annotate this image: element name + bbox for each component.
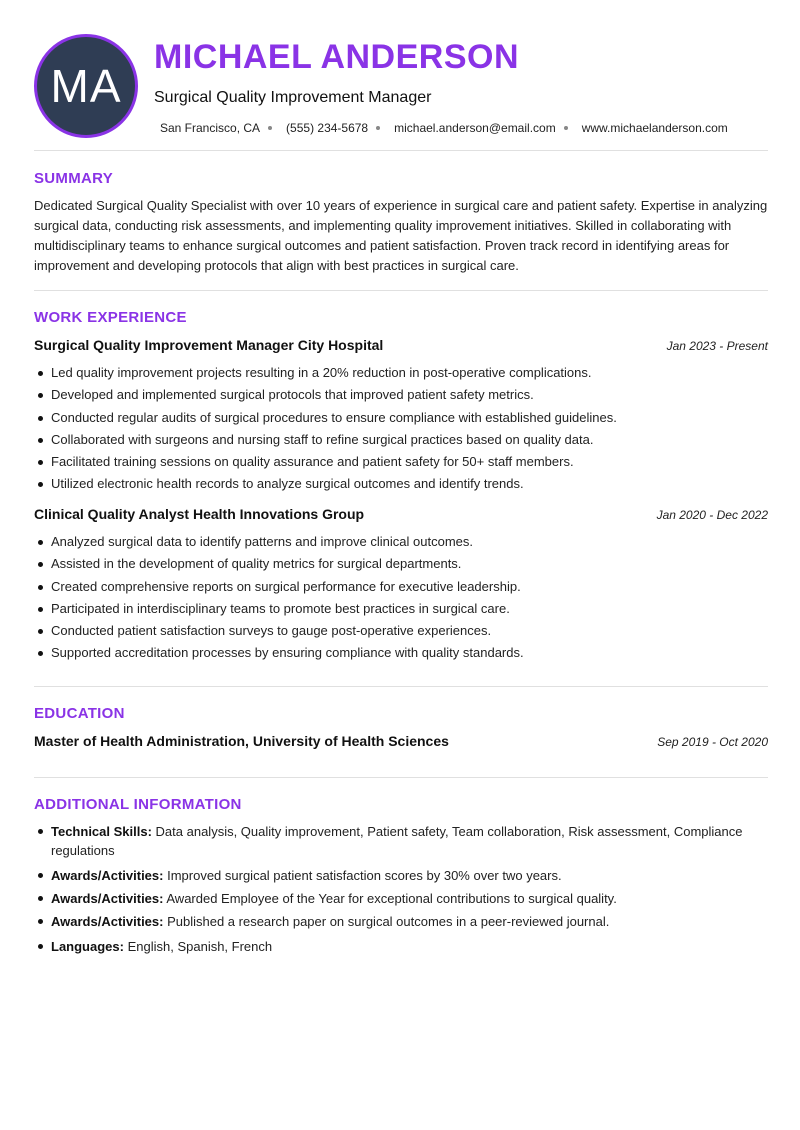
education-heading: EDUCATION (34, 705, 125, 722)
avatar-initials: MA (50, 60, 122, 112)
additional-heading: ADDITIONAL INFORMATION (34, 796, 242, 813)
additional-label: Awards/Activities: (51, 868, 164, 883)
job-entry (34, 337, 768, 496)
job-bullet: Analyzed surgical data to identify patterns and improve clinical outcomes. (34, 531, 768, 553)
additional-item (34, 912, 768, 931)
contact-location: San Francisco, CA (160, 121, 261, 135)
separator-dot-icon (564, 126, 568, 130)
contact-line (160, 121, 728, 135)
additional-item (34, 866, 768, 885)
avatar (34, 34, 138, 138)
job-date: Jan 2020 - Dec 2022 (656, 508, 768, 522)
section-divider (34, 150, 768, 151)
additional-label: Languages: (51, 939, 124, 954)
education-degree: Master of Health Administration, University of Health Sciences (34, 733, 449, 749)
job-bullet: Participated in interdisciplinary teams to promote best practices in surgical care. (34, 598, 768, 620)
candidate-name: MICHAEL ANDERSON (154, 38, 520, 76)
additional-list (34, 822, 768, 956)
additional-label: Awards/Activities: (51, 891, 164, 906)
additional-item (34, 937, 768, 956)
job-role: Surgical Quality Improvement Manager City Hospital (34, 337, 384, 353)
job-bullet: Conducted regular audits of surgical procedures to ensure compliance with established guidelines. (34, 407, 768, 429)
contact-email[interactable]: michael.anderson@email.com (394, 121, 556, 135)
resume-header (34, 34, 768, 138)
job-role: Clinical Quality Analyst Health Innovations Group (34, 506, 365, 522)
job-entry (34, 506, 768, 665)
additional-text: Improved surgical patient satisfaction scores by 30% over two years. (167, 868, 562, 883)
job-header (34, 337, 768, 357)
education-date: Sep 2019 - Oct 2020 (657, 735, 768, 749)
separator-dot-icon (376, 126, 380, 130)
additional-label: Technical Skills: (51, 824, 152, 839)
summary-text: Dedicated Surgical Quality Specialist with over 10 years of experience in surgical care and patient safety. Expertise in analyzing surgical data, conducting risk assessments, and implementing quality improvement initiatives. Skilled in collaborating with multidisciplinary teams to enhance surgical outcomes and patient satisfaction. Proven track record in identifying areas for improvement and developing protocols that align with best practices in surgical care. (34, 198, 768, 273)
section-divider (34, 686, 768, 687)
job-bullet: Created comprehensive reports on surgical performance for executive leadership. (34, 576, 768, 598)
additional-item (34, 822, 768, 860)
section-divider (34, 777, 768, 778)
job-bullet: Assisted in the development of quality metrics for surgical departments. (34, 553, 768, 575)
candidate-title: Surgical Quality Improvement Manager (154, 89, 432, 106)
additional-label: Awards/Activities: (51, 914, 164, 929)
job-bullet: Supported accreditation processes by ensuring compliance with quality standards. (34, 642, 768, 664)
job-bullets (34, 531, 768, 665)
job-bullets (34, 362, 768, 496)
contact-website[interactable]: www.michaelanderson.com (581, 121, 728, 135)
job-header (34, 506, 768, 526)
job-bullet: Conducted patient satisfaction surveys to gauge post-operative experiences. (34, 620, 768, 642)
separator-dot-icon (268, 126, 272, 130)
job-bullet: Utilized electronic health records to analyze surgical outcomes and identify trends. (34, 473, 768, 495)
additional-text: Published a research paper on surgical outcomes in a peer-reviewed journal. (167, 914, 610, 929)
additional-text: Awarded Employee of the Year for exceptional contributions to surgical quality. (166, 891, 617, 906)
summary-heading: SUMMARY (34, 170, 114, 187)
job-bullet: Developed and implemented surgical protocols that improved patient safety metrics. (34, 384, 768, 406)
section-divider (34, 290, 768, 291)
contact-phone: (555) 234-5678 (286, 121, 369, 135)
job-bullet: Collaborated with surgeons and nursing staff to refine surgical practices based on quality data. (34, 429, 768, 451)
job-date: Jan 2023 - Present (666, 339, 768, 353)
additional-item (34, 889, 768, 908)
additional-text: English, Spanish, French (127, 939, 273, 954)
experience-heading: WORK EXPERIENCE (34, 309, 187, 326)
additional-text: Data analysis, Quality improvement, Patient safety, Team collaboration, Risk assessment, Compliance regulations (51, 824, 743, 858)
job-bullet: Led quality improvement projects resulting in a 20% reduction in post-operative complications. (34, 362, 768, 384)
education-entry (34, 733, 768, 753)
job-bullet: Facilitated training sessions on quality assurance and patient safety for 50+ staff members. (34, 451, 768, 473)
